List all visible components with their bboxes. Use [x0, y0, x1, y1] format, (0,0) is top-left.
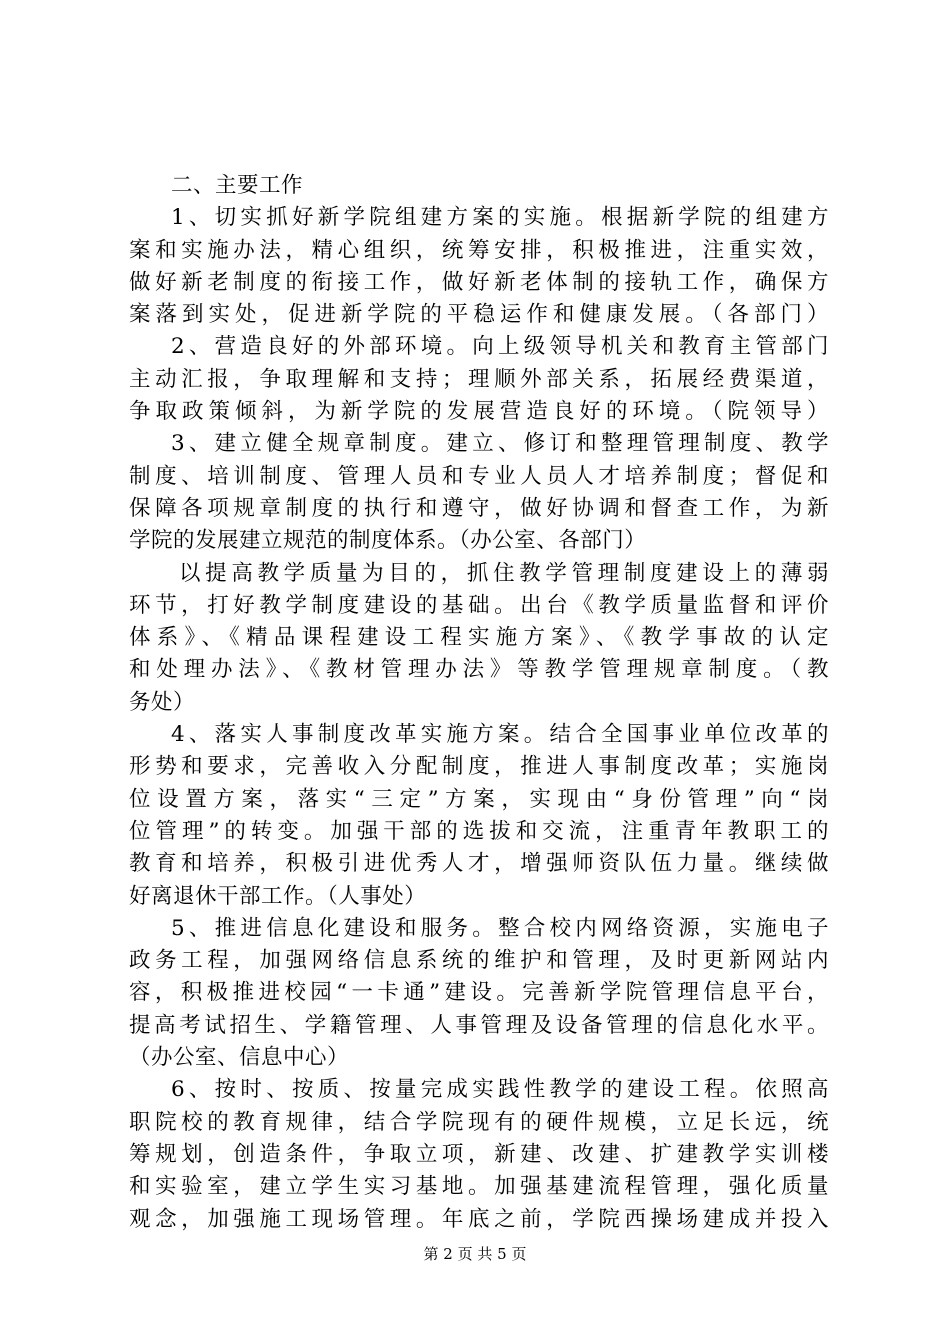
- text-line: 二、主要工作: [171, 173, 304, 198]
- text-line: 保障各项规章制度的执行和遵守，做好协调和督查工作，为新: [129, 495, 829, 521]
- text-line: 政务工程，加强网络信息系统的维护和管理，及时更新网站内: [129, 948, 829, 974]
- text-line: 职院校的教育规律，结合学院现有的硬件规模，立足长远，统: [129, 1109, 829, 1135]
- text-line: 位设置方案，落实“三定”方案，实现由“身份管理”向“岗: [129, 786, 829, 812]
- text-line: 制度、培训制度、管理人员和专业人员人才培养制度；督促和: [129, 463, 829, 489]
- text-line: 提高考试招生、学籍管理、人事管理及设备管理的信息化水平。: [129, 1012, 829, 1038]
- text-line: 位管理”的转变。加强干部的选拔和交流，注重青年教职工的: [129, 818, 829, 844]
- text-line: 形势和要求，完善收入分配制度，推进人事制度改革；实施岗: [129, 754, 829, 780]
- text-line: 以提高教学质量为目的，抓住教学管理制度建设上的薄弱: [179, 560, 829, 586]
- text-line: 筹规划，创造条件，争取立项，新建、改建、扩建教学实训楼: [129, 1141, 829, 1167]
- text-line: 做好新老制度的衔接工作，做好新老体制的接轨工作，确保方: [129, 269, 829, 295]
- text-line: 环节，打好教学制度建设的基础。出台《教学质量监督和评价: [129, 592, 829, 618]
- text-line: 5、推进信息化建设和服务。整合校内网络资源，实施电子: [171, 915, 829, 941]
- page-footer: 第 2 页 共 5 页: [423, 1245, 527, 1263]
- document-body: [129, 170, 829, 1236]
- text-line: 务处）: [129, 689, 196, 715]
- text-line: 案和实施办法，精心组织，统筹安排，积极推进，注重实效，: [129, 237, 829, 263]
- text-line: 和实验室，建立学生实习基地。加强基建流程管理，强化质量: [129, 1174, 829, 1200]
- text-line: 学院的发展建立规范的制度体系。（办公室、各部门）: [129, 528, 647, 554]
- text-line: 和处理办法》、《教材管理办法》等教学管理规章制度。（教: [129, 657, 829, 683]
- text-line: 争取政策倾斜，为新学院的发展营造良好的环境。（院领导）: [129, 399, 829, 425]
- text-line: 1、切实抓好新学院组建方案的实施。根据新学院的组建方: [171, 205, 829, 231]
- text-line: 体系》、《精品课程建设工程实施方案》、《教学事故的认定: [129, 625, 829, 651]
- text-line: 6、按时、按质、按量完成实践性教学的建设工程。依照高: [171, 1077, 829, 1103]
- text-line: 容，积极推进校园“一卡通”建设。完善新学院管理信息平台，: [129, 980, 829, 1006]
- text-line: 案落到实处，促进新学院的平稳运作和健康发展。（各部门）: [129, 302, 829, 328]
- text-line: 好离退休干部工作。（人事处）: [129, 883, 427, 909]
- text-line: 主动汇报，争取理解和支持；理顺外部关系，拓展经费渠道，: [129, 366, 829, 392]
- text-line: 3、建立健全规章制度。建立、修订和整理管理制度、教学: [171, 431, 829, 457]
- text-line: （办公室、信息中心）: [129, 1045, 350, 1071]
- text-line: 4、落实人事制度改革实施方案。结合全国事业单位改革的: [171, 722, 829, 748]
- text-line: 观念，加强施工现场管理。年底之前，学院西操场建成并投入: [129, 1206, 829, 1232]
- text-line: 教育和培养，积极引进优秀人才，增强师资队伍力量。继续做: [129, 851, 829, 877]
- text-line: 2、营造良好的外部环境。向上级领导机关和教育主管部门: [171, 334, 829, 360]
